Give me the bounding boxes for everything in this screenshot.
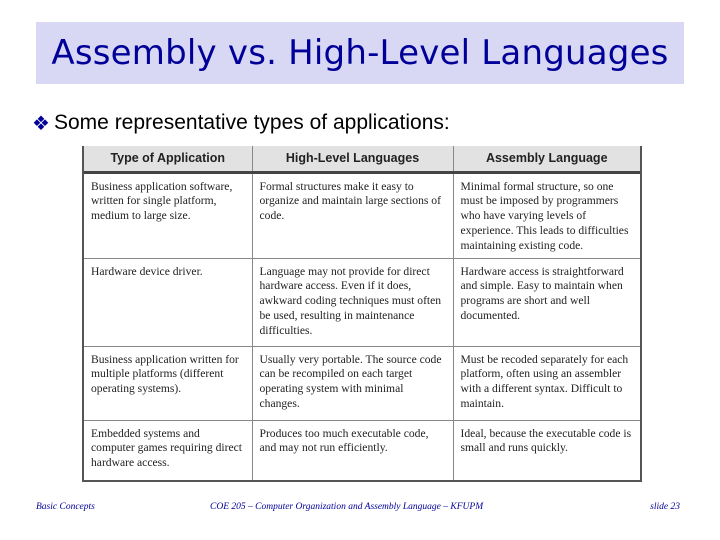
table-row — [84, 420, 640, 480]
table-cell: Formal structures make it easy to organize and maintain large sections of code. — [252, 172, 453, 258]
table-row — [84, 258, 640, 346]
table-header-row — [84, 146, 640, 172]
comparison-table — [82, 146, 642, 482]
header-type-of-application: Type of Application — [84, 146, 252, 172]
table-row — [84, 172, 640, 258]
table-cell: Minimal formal structure, so one must be imposed by programmers who have varying levels of experience. This leads to difficulties maintaining existing code. — [453, 172, 640, 258]
table-cell: Embedded systems and computer games requiring direct hardware access. — [84, 420, 252, 480]
table-cell: Hardware device driver. — [84, 258, 252, 346]
diamond-bullet-icon: ❖ — [32, 112, 50, 135]
table-cell: Usually very portable. The source code can be recompiled on each target operating system with minimal changes. — [252, 346, 453, 420]
header-assembly-language: Assembly Language — [453, 146, 640, 172]
table-cell: Business application software, written for single platform, medium to large size. — [84, 172, 252, 258]
footer-course-label: COE 205 – Computer Organization and Assembly Language – KFUPM — [210, 502, 484, 512]
applications-table — [84, 146, 640, 480]
table-cell: Hardware access is straightforward and simple. Easy to maintain when programs are short and well documented. — [453, 258, 640, 346]
table-cell: Must be recoded separately for each platform, often using an assembler with a different syntax. Difficult to maintain. — [453, 346, 640, 420]
table-row — [84, 346, 640, 420]
footer-section-label: Basic Concepts — [36, 502, 95, 512]
bullet-line — [32, 108, 450, 138]
table-cell: Language may not provide for direct hardware access. Even if it does, awkward coding techniques must often be used, resulting in maintenance difficulties. — [252, 258, 453, 346]
title-band — [36, 22, 684, 84]
table-cell: Ideal, because the executable code is small and runs quickly. — [460, 426, 632, 455]
bullet-text: Some representative types of applications: — [54, 111, 450, 134]
footer-slide-number: slide 23 — [650, 502, 680, 512]
header-high-level-languages: High-Level Languages — [252, 146, 453, 172]
table-cell: Business application written for multiple platforms (different operating systems). — [84, 346, 252, 420]
slide-title: Assembly vs. High-Level Languages — [51, 33, 669, 73]
table-cell: Produces too much executable code, and may not run efficiently. — [252, 420, 453, 480]
